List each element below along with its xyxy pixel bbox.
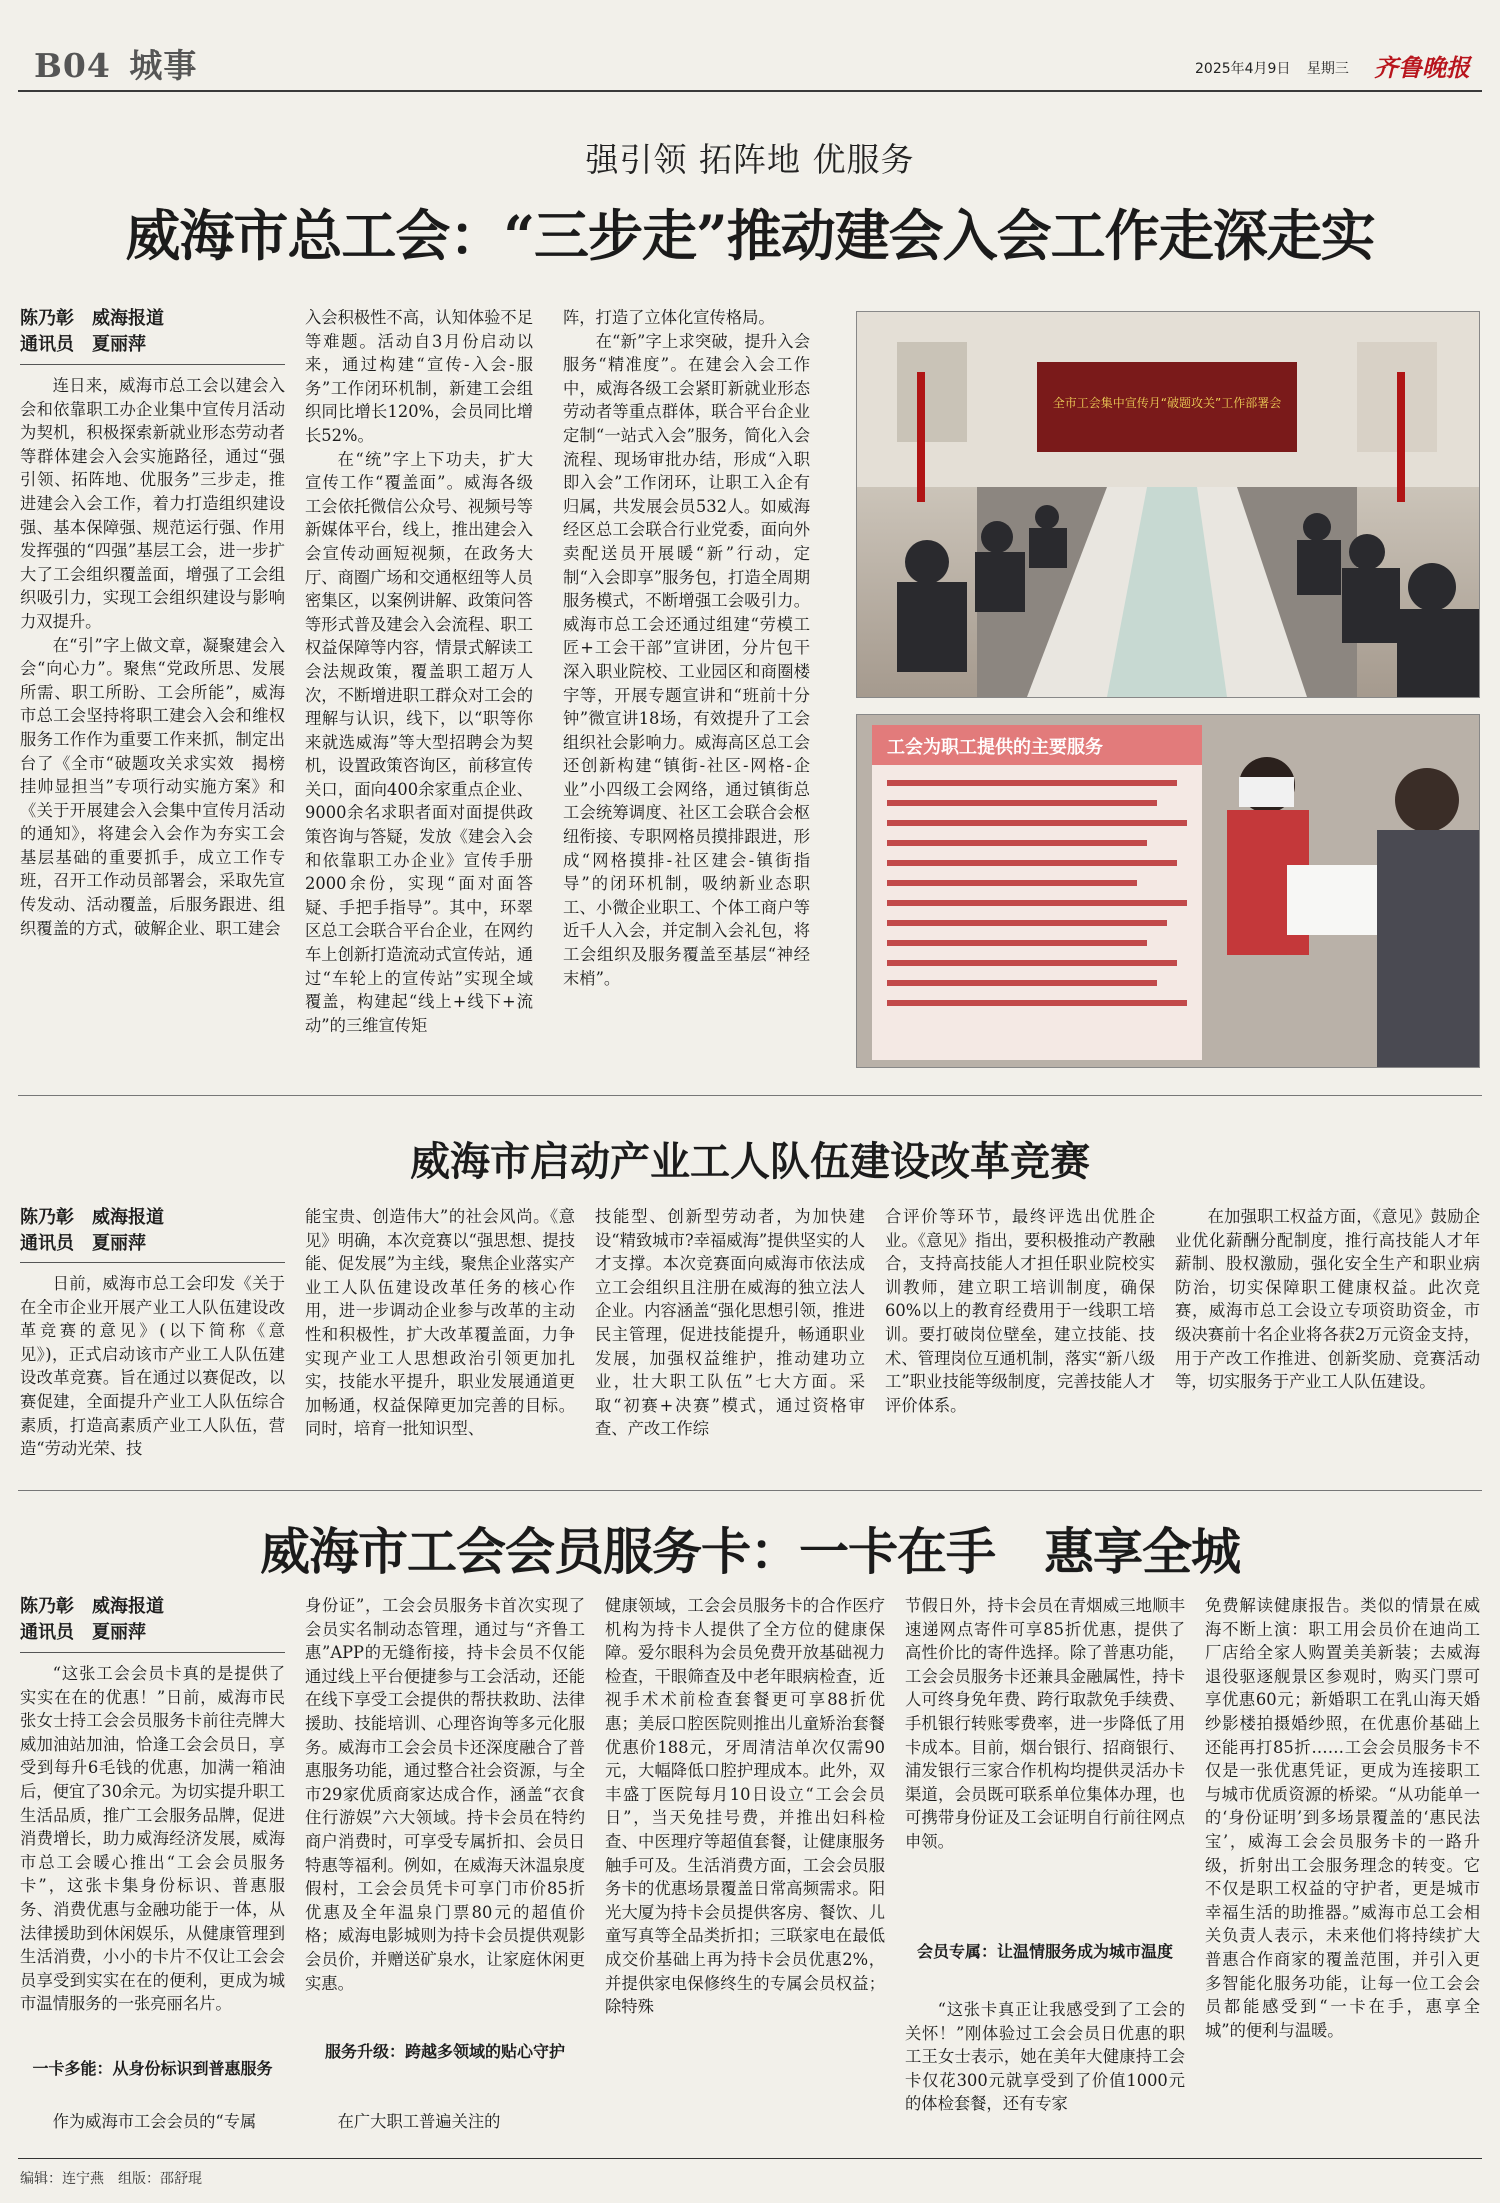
article1-column-2 <box>305 306 533 1064</box>
newspaper-logo: 齐鲁晚报 <box>1374 53 1470 82</box>
article3-column-2 <box>305 1594 585 2034</box>
paragraph: 能宝贵、创造伟大”的社会风尚。《意见》明确，本次竞赛以“强思想、提技能、促发展”为主线，聚焦企业落实产业工人队伍建设改革任务的核心作用，进一步调动企业参与改革的主动性和积极性，扩大改革覆盖面，力争实现产业工人思想政治引领更加扎实，技能水平提升，职业发展通道更加畅通，权益保障更加完善的目标。同时，培育一批知识型、 <box>305 1207 575 1439</box>
article3-subhead-1: 一卡多能：从身份标识到普惠服务 <box>32 2059 273 2078</box>
article3-column-4 <box>905 1594 1185 1934</box>
section-divider <box>18 1490 1482 1491</box>
header-date-block <box>1195 58 1349 78</box>
footer-rule <box>18 2158 1482 2159</box>
article2-byline <box>20 1205 164 1257</box>
byline-correspondent: 通讯员 夏丽萍 <box>20 1233 146 1254</box>
article3-column-3 <box>605 1594 885 2139</box>
service-board-image <box>857 715 1479 1067</box>
meeting-scene-image <box>857 312 1479 697</box>
article2-column-4 <box>885 1205 1155 1472</box>
paragraph: 连日来，威海市总工会以建会入会和依靠职工办企业集中宣传月活动为契机，积极探索新就业形态劳动者等群体建会入会实施路径，通过“强引领、拓阵地、优服务”三步走，推进建会入会工作，着力打造组织建设强、基本保障强、规范运行强、作用发挥强的“四强”基层工会，进一步扩大了工会组织覆盖面，增强了工会组织吸引力，实现工会组织建设与影响力双提升。 <box>20 376 285 631</box>
paragraph: 在加强职工权益方面，《意见》鼓励企业优化薪酬分配制度，推行高技能人才年薪制、股权激励，强化安全生产和职业病防治，切实保障职工健康权益。此次竞赛，威海市总工会设立专项资助资金，市级决赛前十名企业将各获2万元资金支持，用于产改工作推进、创新奖励、竞赛活动等，切实服务于产业工人队伍建设。 <box>1175 1207 1480 1392</box>
paragraph: 在“新”字上求突破，提升入会服务“精准度”。在建会入会工作中，威海各级工会紧盯新就业形态劳动者等重点群体，联合平台企业定制“一站式入会”服务，简化入会流程、现场审批办结，形成“入职即入会”工作闭环，让职工入企有归属，共发展会员532人。如威海经区总工会联合行业党委，面向外卖配送员开展暖“新”行动，定制“入会即享”服务包，打造全周期服务模式，不断增强工会吸引力。威海市总工会还通过组建“劳模工匠+工会干部”宣讲团，分片包干深入职业院校、工业园区和商圈楼宇等，开展专题宣讲和“班前十分钟”微宣讲18场，有效提升了工会组织社会影响力。威海高区总工会还创新构建“镇街-社区-网格-企业”小四级工会网络，通过镇街总工会统筹调度、社区工会联合会枢纽衔接、专职网格员摸排跟进，形成“网格摸排-社区建会-镇街指导”的闭环机制，吸纳新业态职工、小微企业职工、个体工商户等近千人入会，并定制入会礼包，将工会组织及服务覆盖至基层“神经末梢”。 <box>563 331 810 988</box>
page-code <box>34 40 197 87</box>
byline-reporter: 陈乃彰 威海报道 <box>20 1207 164 1228</box>
article3-column-2-tail <box>305 2110 585 2136</box>
article3-subhead-2: 服务升级：跨越多领域的贴心守护 <box>324 2042 565 2061</box>
paragraph: 日前，威海市总工会印发《关于在全市企业开展产业工人队伍建设改革竞赛的意见》(以下简称《意见》)，正式启动该市产业工人队伍建设改革竞赛。旨在通过以赛促改，以赛促建，全面提升产业工人队伍综合素质，打造高素质产业工人队伍，营造“劳动光荣、技 <box>20 1274 285 1459</box>
article2-column-5 <box>1175 1205 1480 1472</box>
paragraph: 身份证”，工会会员服务卡首次实现了会员实名制动态管理，通过与“齐鲁工惠”APP的无缝衔接，持卡会员不仅能通过线上平台便捷参与工会活动，还能在线下享受工会提供的帮扶救助、法律援助、技能培训、心理咨询等多元化服务。威海市工会会员卡还深度融合了普惠服务功能，通过整合社会资源，与全市29家优质商家达成合作，涵盖“衣食住行游娱”六大领域。持卡会员在特约商户消费时，可享受专属折扣、会员日特惠等福利。例如，在威海天沐温泉度假村，工会会员凭卡可享门市价85折优惠及全年温泉门票80元的超值价格；威海电影城则为持卡会员提供观影会员价，并赠送矿泉水，让家庭休闲更实惠。 <box>305 1596 585 1993</box>
byline-rule <box>20 364 285 365</box>
article3-subhead-3: 会员专属：让温情服务成为城市温度 <box>916 1942 1173 1961</box>
article1-title: 威海市总工会：“三步走”推动建会入会工作走深走实 <box>125 203 1375 268</box>
article1-byline <box>20 306 164 358</box>
byline-correspondent: 通讯员 夏丽萍 <box>20 334 146 355</box>
paragraph: 技能型、创新型劳动者，为加快建设“精致城市?幸福威海”提供坚实的人才支撑。本次竞赛面向威海市依法成立工会组织且注册在威海的独立法人企业。内容涵盖“强化思想引领，推进民主管理，促进技能提升，畅通职业发展，加强权益维护，推动建功立业，壮大职工队伍”七大方面。采取“初赛+决赛”模式，通过资格审查、产改工作综 <box>595 1207 865 1439</box>
issue-weekday: 星期三 <box>1306 61 1349 77</box>
paragraph: 合评价等环节，最终评选出优胜企业。《意见》指出，要积极推动产教融合，支持高技能人才担任职业院校实训教师，建立职工培训制度，确保60%以上的教育经费用于一线职工培训。要打破岗位壁垒，建立技能、技术、管理岗位互通机制，落实“新八级工”职业技能等级制度，完善技能人才评价体系。 <box>885 1207 1155 1415</box>
byline-reporter: 陈乃彰 威海报道 <box>20 1596 164 1617</box>
section-divider <box>18 1095 1482 1096</box>
byline-rule <box>20 1652 285 1653</box>
byline-correspondent: 通讯员 夏丽萍 <box>20 1622 146 1643</box>
paragraph: 阵，打造了立体化宣传格局。 <box>563 308 775 327</box>
header-rule <box>18 90 1482 92</box>
editor-credit: 编辑：连宁燕 组版：邵舒琨 <box>20 2171 202 2187</box>
article2-title: 威海市启动产业工人队伍建设改革竞赛 <box>410 1138 1090 1185</box>
issue-date: 2025年4月9日 <box>1195 61 1291 77</box>
paragraph: 在“引”字上做文章，凝聚建会入会“向心力”。聚焦“党政所思、发展所需、职工所盼、工会所能”，威海市总工会坚持将职工建会入会和维权服务工作作为重要工作来抓，制定出台了《全市“破题攻关求实效 揭榜挂帅显担当”专项行动实施方案》和《关于开展建会入会集中宣传月活动的通知》，将建会入会作为夯实工会基层基础的重要抓手，成立工作专班，召开工作动员部署会，采取先宣传发动、活动覆盖，后服务跟进、组织覆盖的方式，破解企业、职工建会 <box>20 635 285 938</box>
byline-rule <box>20 1262 285 1263</box>
article1-column-3 <box>563 306 810 1064</box>
article3-column-1-tail <box>20 2110 285 2136</box>
meeting-banner-text: 全市工会集中宣传月“破题攻关”工作部署会 <box>1052 396 1282 410</box>
paragraph: 在“统”字上下功夫，扩大宣传工作“覆盖面”。威海各级工会依托微信公众号、视频号等新媒体平台，线上，推出建会入会宣传动画短视频，在政务大厅、商圈广场和交通枢纽等人员密集区，以案例讲解、政策问答等形式普及建会入会流程、职工权益保障等内容，情景式解读工会法规政策，覆盖职工超万人次，不断增进职工群众对工会的理解与认识，线下，以“职等你来就选威海”等大型招聘会为契机，设置政策咨询区，前移宣传关口，面向400余家重点企业、9000余名求职者面对面提供政策咨询与答疑，发放《建会入会和依靠职工办企业》宣传手册2000余份，实现“面对面答疑、手把手指导”。其中，环翠区总工会联合平台企业，在网约车上创新打造流动式宣传站，通过“车轮上的宣传站”实现全域覆盖，构建起“线上+线下+流动”的三维宣传矩 <box>305 449 533 1035</box>
paragraph: 在广大职工普遍关注的 <box>337 2112 501 2131</box>
meeting-photo <box>856 311 1480 698</box>
article3-title: 威海市工会会员服务卡：一卡在手 惠享全城 <box>260 1522 1240 1581</box>
article3-column-1 <box>20 1662 285 2057</box>
service-board-photo <box>856 714 1480 1068</box>
paragraph: “这张工会会员卡真的是提供了实实在在的优惠！”日前，威海市民张女士持工会会员服务卡前往壳牌大威加油站加油，恰逢工会会员日，享受到每升6毛钱的优惠，加满一箱油后，便宜了30余元。为切实提升职工生活品质，推广工会服务品牌，促进消费增长，助力威海经济发展，威海市总工会暖心推出“工会会员服务卡”，这张卡集身份标识、普惠服务、消费优惠与金融功能于一体，从法律援助到休闲娱乐，从健康管理到生活消费，小小的卡片不仅让工会会员享受到实实在在的便利，更成为城市温情服务的一张亮丽名片。 <box>20 1664 285 2014</box>
article1-kicker: 强引领 拓阵地 优服务 <box>585 140 915 179</box>
paragraph: “这张卡真正让我感受到了工会的关怀！”刚体验过工会会员日优惠的职工王女士表示，她在美年大健康持工会卡仅花300元就享受到了价值1000元的体检套餐，还有专家 <box>905 2000 1185 2114</box>
article3-column-5 <box>1205 1594 1480 2139</box>
board-heading-text: 工会为职工提供的主要服务 <box>887 737 1103 758</box>
paragraph: 健康领域，工会会员服务卡的合作医疗机构为持卡人提供了全方位的健康保障。爱尔眼科为会员免费开放基础视力检查，干眼筛查及中老年眼病检查，近视手术术前检查套餐更可享88折优惠；美辰口腔医院则推出儿童矫治套餐优惠价188元，牙周清洁单次仅需90元，大幅降低口腔护理成本。此外，双丰盛丁医院每月10日设立“工会会员日”，当天免挂号费，并推出妇科检查、中医理疗等超值套餐，让健康服务触手可及。生活消费方面，工会会员服务卡的优惠场景覆盖日常高频需求。阳光大厦为持卡会员提供客房、餐饮、儿童写真等全品类折扣；三联家电在最低成交价基础上再为持卡会员优惠2%，并提供家电保修终生的专属会员权益；除特殊 <box>605 1596 885 2017</box>
paragraph: 入会积极性不高，认知体验不足等难题。活动自3月份启动以来，通过构建“宣传-入会-服务”工作闭环机制，新建工会组织同比增长120%，会员同比增长52%。 <box>305 308 533 445</box>
byline-reporter: 陈乃彰 威海报道 <box>20 308 164 329</box>
section-name: 城事 <box>129 46 198 85</box>
article2-column-3 <box>595 1205 865 1472</box>
paragraph: 节假日外，持卡会员在青烟威三地顺丰速递网点寄件可享85折优惠，提供了高性价比的寄件选择。除了普惠功能，工会会员服务卡还兼具金融属性，持卡人可终身免年费、跨行取款免手续费、手机银行转账零费率，进一步降低了用卡成本。目前，烟台银行、招商银行、浦发银行三家合作机构均提供灵活办卡渠道，会员既可联系单位集体办理，也可携带身份证及工会证明自行前往网点申领。 <box>905 1596 1185 1851</box>
paragraph: 免费解读健康报告。类似的情景在威海不断上演：职工用会员价在迪尚工厂店给全家人购置美美新装；去威海退役驱逐舰景区参观时，购买门票可享优惠60元；新婚职工在乳山海天婚纱影楼拍摄婚纱照，在优惠价基础上还能再打85折……工会会员服务卡不仅是一张优惠凭证，更成为连接职工与城市优质资源的桥梁。“从功能单一的‘身份证明’到多场景覆盖的‘惠民法宝’，威海工会会员服务卡的一路升级，折射出工会服务理念的转变。它不仅是职工权益的守护者，更是城市幸福生活的助推器。”威海市总工会相关负责人表示，未来他们将持续扩大普惠合作商家的覆盖范围，并引入更多智能化服务功能，让每一位工会会员都能感受到“一卡在手，惠享全城”的便利与温暖。 <box>1205 1596 1480 2040</box>
article2-column-2 <box>305 1205 575 1472</box>
article3-column-4-tail <box>905 1998 1185 2138</box>
article1-column-1 <box>20 374 285 1064</box>
paragraph: 作为威海市工会会员的“专属 <box>52 2112 257 2131</box>
article2-column-1 <box>20 1272 285 1472</box>
article3-byline <box>20 1594 164 1646</box>
page-code-number: B04 <box>34 46 111 85</box>
